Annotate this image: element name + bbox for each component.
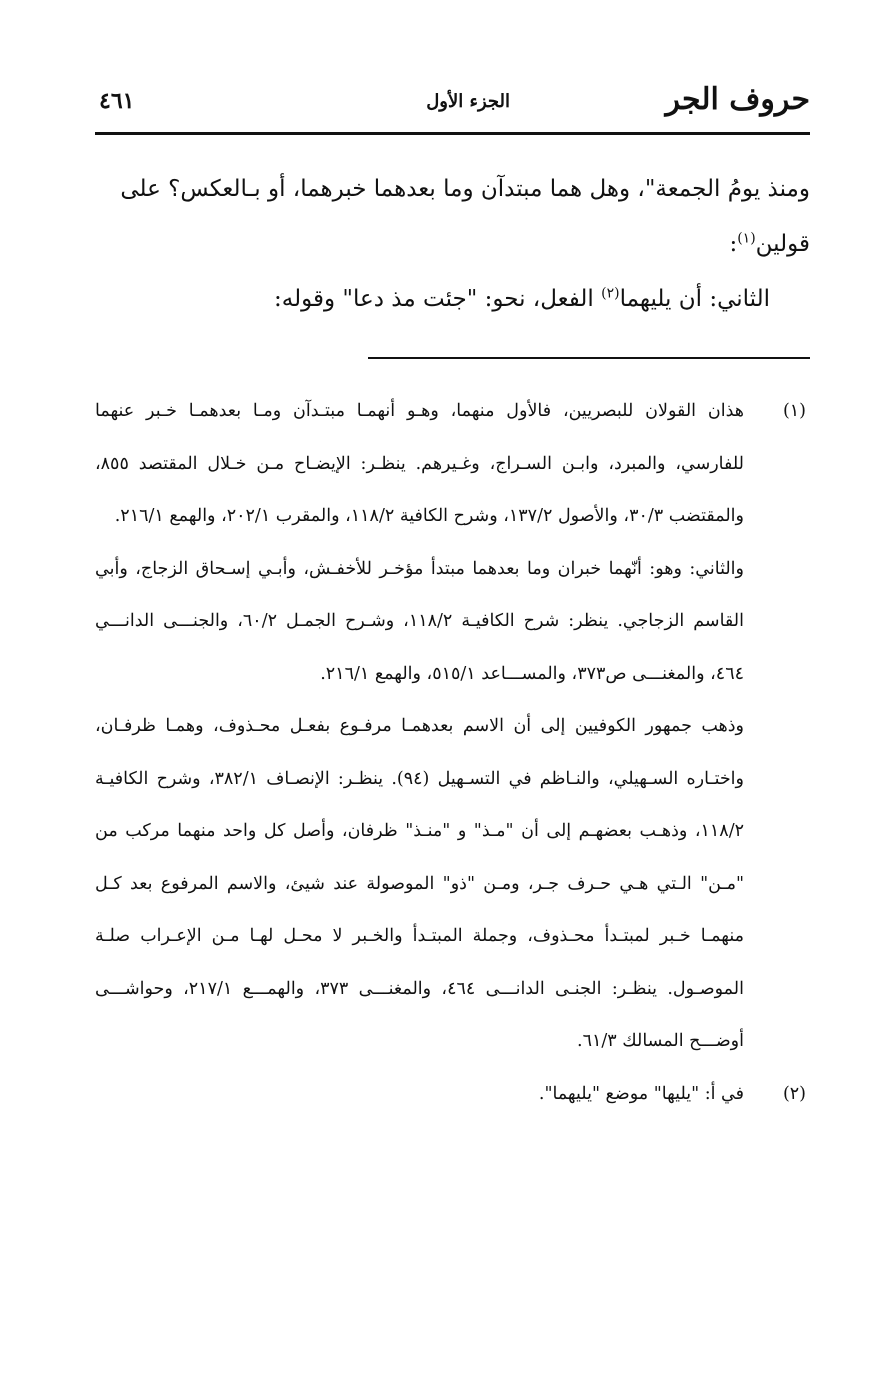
footnote-paragraph: هذان القولان للبصريين، فالأول منهما، وهـو أنهمـا مبتـدآن ومـا بعدهمـا خـبر عنهما للفارسي، والمبرد، وابـن السـراج، وغـيرهم. ينظـر: الإيضـاح مـن خـلال المقتصد ٨٥٥، والمقتضب ٣٠/٣، والأصول ١٣٧/٢، وشرح الكافية ١١٨/٢، والمقرب ٢٠٢/١، والهمع ٢١٦/١. xyxy=(95,401,744,526)
body-line-text: قولين xyxy=(755,231,810,257)
body-line: ومنذ يومُ الجمعة"، وهل هما مبتدآن وما بعدهما خبرهما، أو بـالعكس؟ على xyxy=(120,176,810,202)
page-number: ٤٦١ xyxy=(99,88,135,114)
body-line xyxy=(95,272,810,327)
body-line-text: الثاني: أن يليهما xyxy=(619,286,770,312)
chapter-title: حروف الجر xyxy=(665,82,810,117)
footnote xyxy=(95,385,810,1068)
body-line xyxy=(95,217,810,272)
volume-label: الجزء الأول xyxy=(426,91,510,112)
footnote-number: (١) xyxy=(782,401,806,421)
body-line-text: : xyxy=(729,231,738,257)
footnote xyxy=(95,1068,810,1121)
body-text xyxy=(95,162,810,327)
footnote-divider xyxy=(368,357,810,359)
body-line-text: الفعل، نحو: "جئت مذ دعا" وقوله: xyxy=(274,286,602,312)
footnote-paragraph: في أ: "يليها" موضع "يليهما". xyxy=(538,1083,744,1104)
header-divider xyxy=(95,132,810,135)
page-header xyxy=(95,82,810,126)
footnote-reference: (١) xyxy=(737,230,756,247)
footnote-number: (٢) xyxy=(782,1083,806,1104)
footnote-paragraph: والثاني: وهو: أنّهما خبران وما بعدهما مبتدأ مؤخـر للأخفـش، وأبـي إسـحاق الزجاج، وأبي القاسم الزجاجي. ينظر: شرح الكافيـة ١١٨/٢، وشـرح الجمـل ٦٠/٢، والجنـــى الدانـــي ٤٦٤، والمغنـــى ص٣٧٣، والمســـاعد ٥١٥/١، والهمع ٢١٦/١. xyxy=(95,558,744,684)
footnote-reference: (٢) xyxy=(601,285,620,302)
footnotes xyxy=(95,385,810,1120)
footnote-paragraph: وذهب جمهور الكوفيين إلى أن الاسم بعدهمـا مرفـوع بفعـل محـذوف، وهمـا ظرفـان، واختـاره السـهيلي، والنـاظم في التسـهيل (٩٤). ينظـر: الإنصـاف ٣٨٢/١، وشرح الكافيـة ١١٨/٢، وذهـب بعضهـم إلى أن "مـذ" و "منـذ" ظرفان، وأصل كل واحد منهما مركب من "مـن" الـتي هـي حـرف جـر، ومـن "ذو" الموصولة عند شيئ، والاسم المرفوع بعد كـل منهمـا خـبر لمبتـدأ محـذوف، وجملة المبتـدأ والخـبر لا محـل لهـا مـن الإعـراب صلـة الموصـول. ينظـر: الجنـى الدانـــى ٤٦٤، والمغنـــى ٣٧٣، والهمـــع ٢١٧/١، وحواشـــى أوضـــح المسالك ٦١/٣. xyxy=(95,716,744,1051)
